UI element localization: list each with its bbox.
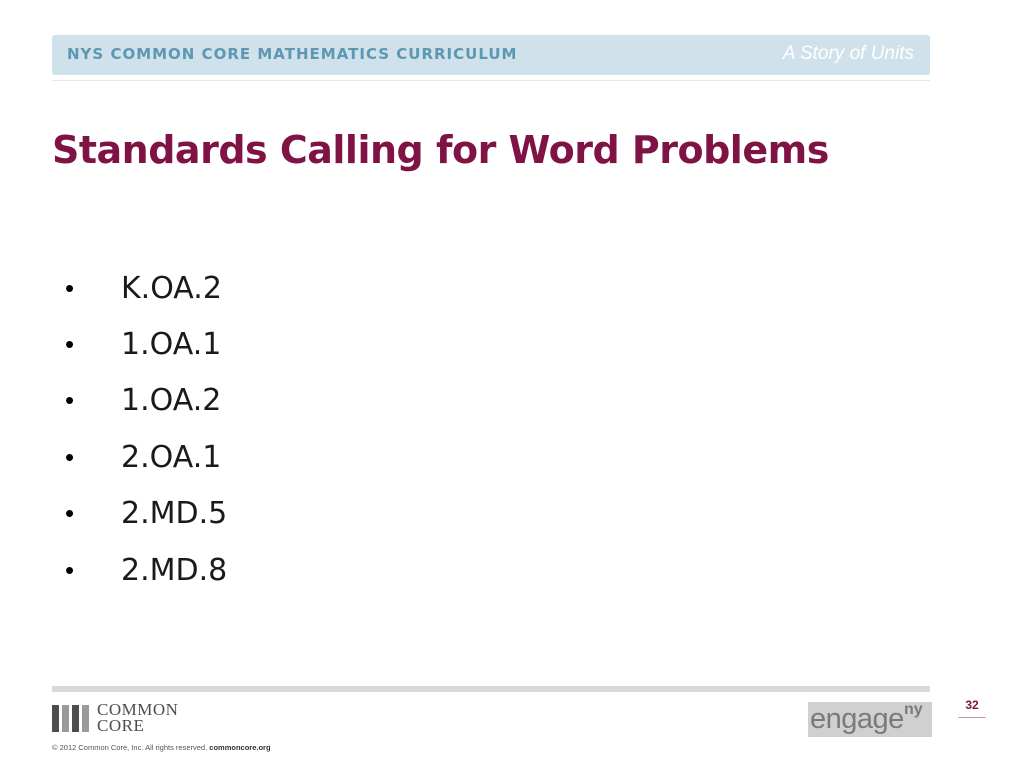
common-core-bars-icon xyxy=(52,705,89,732)
standards-list xyxy=(60,260,227,598)
bullet-icon: • xyxy=(65,329,75,360)
logo-line-2: CORE xyxy=(97,716,145,735)
list-item xyxy=(60,486,227,542)
list-item xyxy=(60,260,227,316)
list-item xyxy=(60,316,227,372)
standard-code: 1.OA.2 xyxy=(121,383,222,419)
standard-code: 2.OA.1 xyxy=(121,439,222,475)
header-band xyxy=(52,35,930,75)
common-core-logo xyxy=(52,702,178,734)
bullet-icon: • xyxy=(65,385,75,416)
footer-divider xyxy=(52,686,930,692)
copyright-text: © 2012 Common Core, Inc. All rights reserved. xyxy=(52,743,208,752)
standard-code: 1.OA.1 xyxy=(121,327,222,363)
story-label: A Story of Units xyxy=(782,43,914,64)
standard-code: 2.MD.8 xyxy=(121,552,228,588)
list-item xyxy=(60,429,227,485)
bullet-icon: • xyxy=(65,554,75,585)
page-number: 32 xyxy=(965,698,979,712)
list-item xyxy=(60,373,227,429)
engage-wordmark: engage xyxy=(810,703,904,735)
standard-code: K.OA.2 xyxy=(121,270,222,306)
bullet-icon: • xyxy=(65,441,75,472)
copyright-link[interactable]: commoncore.org xyxy=(209,743,271,752)
slide-title: Standards Calling for Word Problems xyxy=(52,128,829,172)
logo-line-1: COMMON xyxy=(97,700,179,719)
engageny-logo xyxy=(808,702,932,737)
curriculum-label: NYS COMMON CORE MATHEMATICS CURRICULUM xyxy=(67,45,518,63)
bullet-icon: • xyxy=(65,498,75,529)
header-divider xyxy=(52,80,930,81)
bullet-icon: • xyxy=(65,272,75,303)
page-number-underline xyxy=(958,717,986,718)
ny-wordmark: ny xyxy=(904,701,923,718)
list-item xyxy=(60,542,227,598)
standard-code: 2.MD.5 xyxy=(121,496,228,532)
copyright-notice xyxy=(52,743,271,752)
